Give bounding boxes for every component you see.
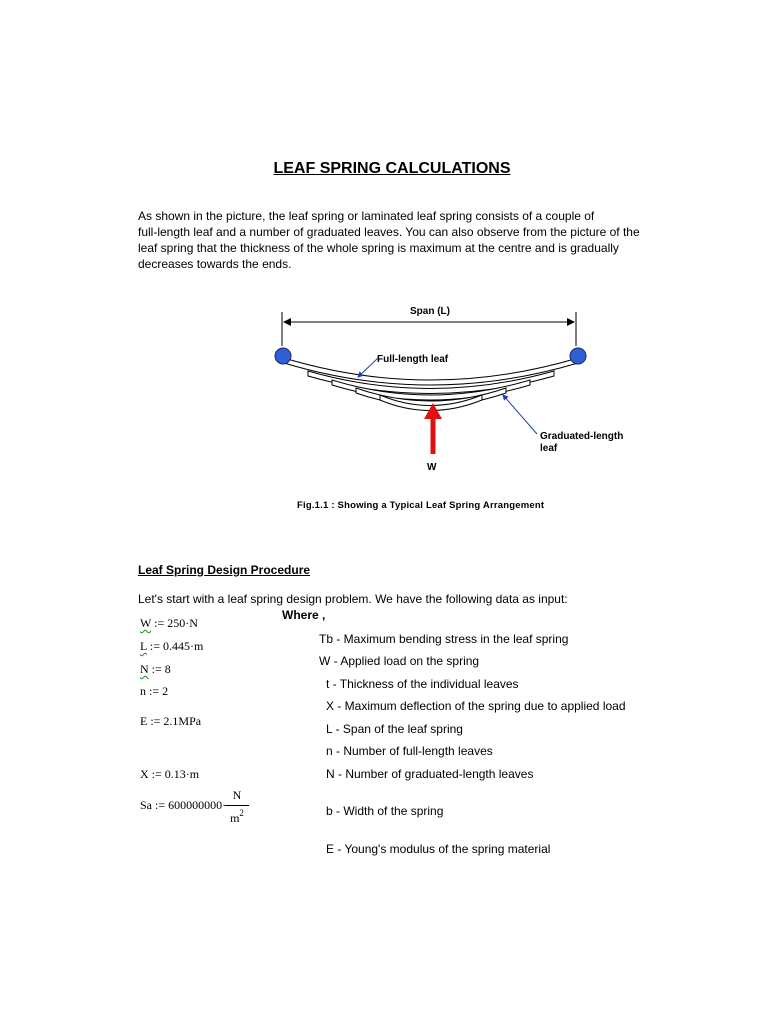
input-N-value: := 8 [148,662,171,676]
definition-b: b - Width of the spring [326,804,444,818]
definition-Tb: Tb - Maximum bending stress in the leaf spring [319,632,569,646]
spring-eye-left [275,348,291,364]
input-Sa: Sa := 600000000· [140,798,227,812]
where-label: Where , [282,608,326,622]
definition-n: n - Number of full-length leaves [326,744,493,758]
fraction-bar [225,805,249,806]
input-N [140,662,171,677]
input-Sa-fraction [225,788,249,826]
definition-L: L - Span of the leaf spring [326,722,463,736]
input-Sa-den-exponent: 2 [239,808,244,818]
definition-X: X - Maximum deflection of the spring due to applied load [326,699,626,713]
graduated-leaf-label: Graduated-length [540,431,624,442]
full-leaf-leader [358,358,378,377]
definition-N: N - Number of graduated-length leaves [326,767,534,781]
intro-paragraph [138,208,658,272]
input-X: X := 0.13·m [140,767,200,781]
intro-line: full-length leaf and a number of graduated leaves. You can also observe from the picture of the [138,225,640,239]
intro-line: decreases towards the ends. [138,257,292,271]
definition-t: t - Thickness of the individual leaves [326,677,519,691]
intro-line: As shown in the picture, the leaf spring or laminated leaf spring consists of a couple of [138,209,595,223]
page-title: LEAF SPRING CALCULATIONS [273,160,511,177]
leaf-spring-diagram [260,298,650,483]
input-N-symbol: N [140,662,149,676]
input-W [140,616,198,631]
input-n: n := 2 [140,684,169,698]
input-W-value: := 250·N [151,616,198,630]
input-W-symbol: W [140,616,152,630]
definition-W: W - Applied load on the spring [319,654,480,668]
lead-text: Let's start with a leaf spring design problem. We have the following data as input: [138,592,568,606]
definition-E: E - Young's modulus of the spring material [326,842,551,856]
full-length-leaf-label: Full-length leaf [377,354,449,365]
input-E: E := 2.1MPa [140,714,202,728]
leaf-stack [284,358,578,411]
input-Sa-den-base: m [230,811,240,825]
figure-caption: Fig.1.1 : Showing a Typical Leaf Spring Arrangement [297,500,545,511]
intro-line: leaf spring that the thickness of the whole spring is maximum at the centre and is gradually [138,241,619,255]
load-label: W [427,462,437,473]
input-L-symbol: L [140,639,147,653]
section-heading: Leaf Spring Design Procedure [138,563,311,577]
span-label: Span (L) [410,306,450,317]
input-Sa-denominator [225,808,249,826]
input-L-value: := 0.445·m [146,639,204,653]
graduated-leaf-leader [503,395,537,434]
graduated-leaf-label-2: leaf [540,443,558,454]
input-Sa-numerator: N [232,788,242,802]
spring-eye-right [570,348,586,364]
input-L [140,639,203,654]
